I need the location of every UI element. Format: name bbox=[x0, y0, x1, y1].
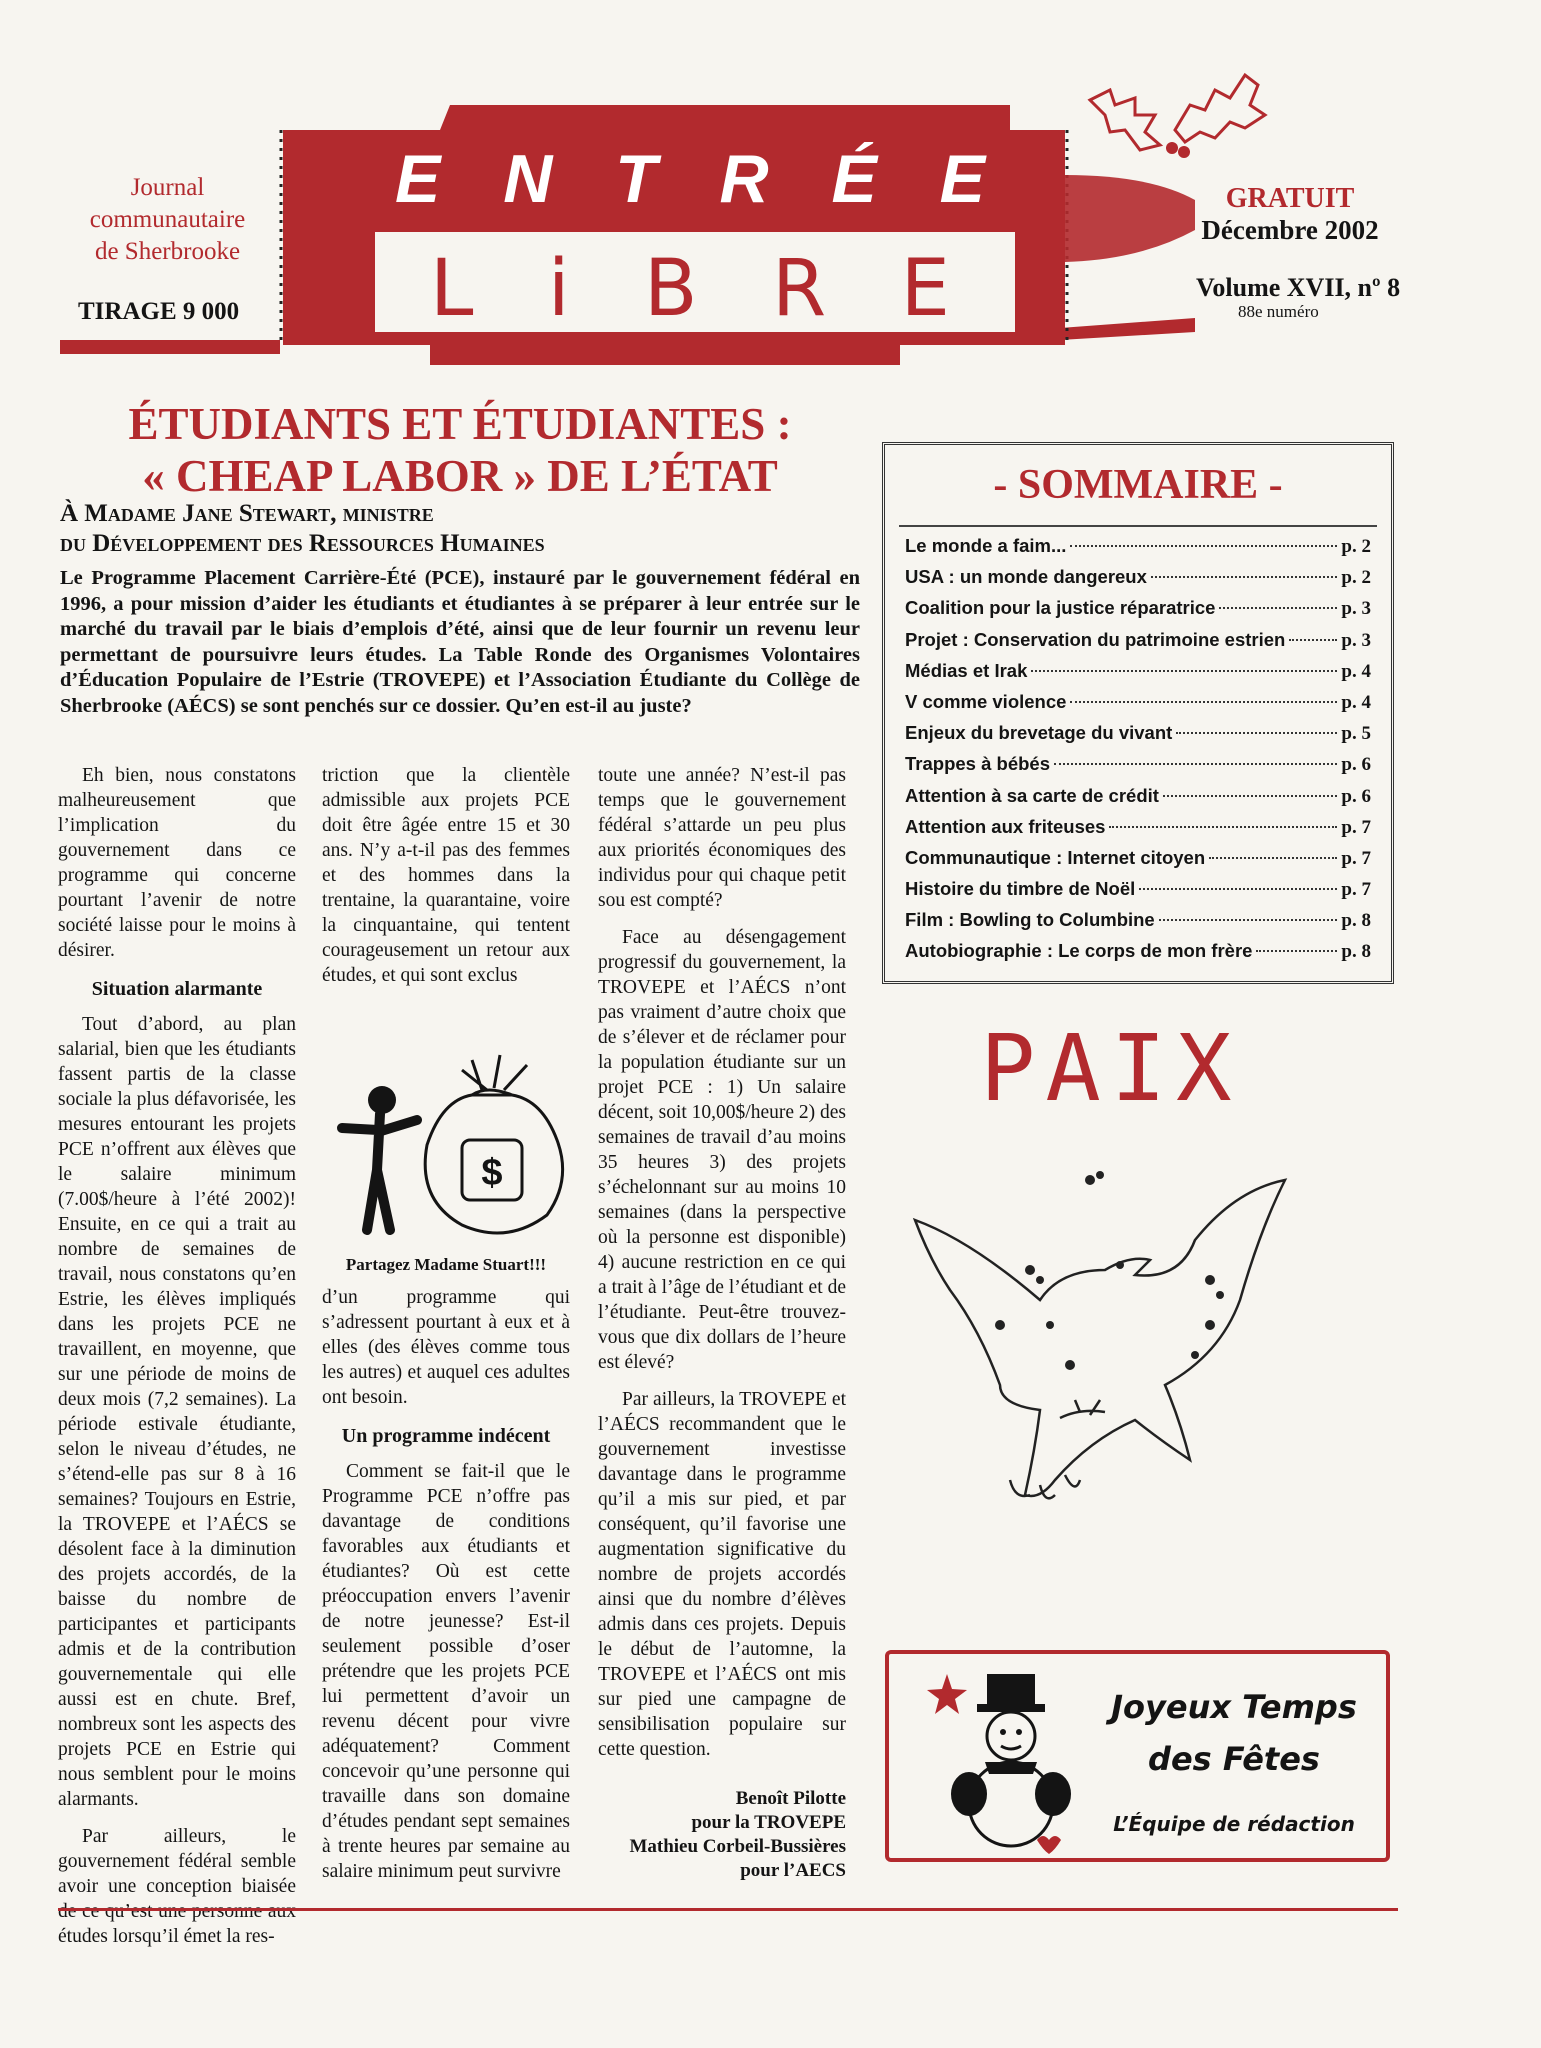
toc-item bbox=[905, 878, 1371, 909]
toc-item-label: Attention à sa carte de crédit bbox=[905, 784, 1159, 806]
addressee-line: À Madame Jane Stewart, ministre bbox=[60, 500, 434, 527]
paragraph: Par ailleurs, la TROVEPE et l’AÉCS recommandent que le gouvernement investisse davantage dans le programme qu’il a mis sur pied, et par conséquent, qu’il favorise une augmentation significative du nombre de projets accordés ainsi que du nombre d’élèves admis dans ces projets. Depuis le début de l’automne, la TROVEPE et l’AÉCS ont mis sur pied une campagne de sensibilisation populaire sur cette question. bbox=[598, 1389, 846, 1760]
toc-item bbox=[905, 597, 1371, 628]
toc-item-label: Projet : Conservation du patrimoine estrien bbox=[905, 628, 1286, 650]
paragraph: Par ailleurs, le gouvernement fédéral semble avoir une conception biaisée de ce qu’est une personne aux études lorsqu’il émet la res- bbox=[58, 1826, 296, 1947]
journal-tagline bbox=[60, 172, 275, 268]
issue-number: 88e numéro bbox=[1238, 302, 1319, 321]
toc-item-page: p. 2 bbox=[1341, 536, 1371, 557]
title-letter: T bbox=[615, 141, 657, 217]
volume-label: Volume XVII, nº 8 bbox=[1196, 273, 1401, 302]
title-letter: É bbox=[831, 141, 877, 217]
toc-item bbox=[905, 629, 1371, 660]
toc-item-page: p. 7 bbox=[1341, 816, 1371, 838]
title-letter: R bbox=[772, 244, 827, 334]
dove-icon bbox=[890, 1150, 1310, 1520]
toc-title: - SOMMAIRE - bbox=[993, 462, 1283, 508]
paragraph: Tout d’abord, au plan salarial, bien que les étudiants fassent partis de la classe sociale la plus défavorisée, les mesures entourant les projets PCE n’offrent aux élèves que le salaire minimum (7.00$/heure à l’été 2002)! Ensuite, en ce qui a trait au nombre de semaines de travail, nous constatons qu’en Estrie, les élèves impliqués dans les projets PCE ne travaillent, en moyenne, que sur une période de moins de deux mois (7,2 semaines). La période estivale étudiante, selon le niveau d’études, ne s’étend-elle pas sur 8 à 16 semaines? Toujours en Estrie, la TROVEPE et l’AÉCS se désolent face à la diminution des projets accordés, de la baisse du nombre de participantes et participants admis et de la contribution gouvernementale qui elle aussi est en chute. Bref, nombreux sont les aspects des projets PCE en Estrie qui nous semblent pour le moins alarmants. bbox=[58, 1014, 296, 1810]
toc-item-page: p. 3 bbox=[1341, 598, 1371, 620]
paragraph: Eh bien, nous constatons malheureusement que l’implication du gouvernement dans ce programme qui concerne pourtant l’avenir de notre société laisse pour le moins à désirer. bbox=[58, 765, 296, 961]
toc-item-label: Trappes à bébés bbox=[905, 753, 1050, 775]
toc-item-label: Enjeux du brevetage du vivant bbox=[905, 722, 1173, 744]
paragraph: toute une année? N’est-il pas temps que le gouvernement fédéral s’attarde un peu plus aux priorités économiques des individus pour qui chaque petit sou est compté? bbox=[598, 765, 846, 911]
article-headline bbox=[60, 398, 860, 502]
article-lead: Le Programme Placement Carrière-Été (PCE), instauré par le gouvernement fédéral en 1996, a pour mission d’aider les étudiants et étudiantes à se préparer à leur entrée sur le marché du travail par le biais d’emplois d’été, ainsi que de leur fournir un revenu leur permettant de poursuivre leurs études. La Table Ronde des Organismes Volontaires d’Éducation Populaire de l’Estrie (TROVEPE) et l’Association Étudiante du Collège de Sherbrooke (AÉCS) se sont penchés sur ce dossier. Qu’en est-il au juste? bbox=[60, 567, 860, 717]
tagline-line: communautaire bbox=[89, 206, 246, 233]
toc-item-page: p. 6 bbox=[1341, 785, 1371, 807]
tirage-label: TIRAGE 9 000 bbox=[78, 298, 240, 325]
paragraph: Face au désengagement progressif du gouvernement, la TROVEPE et l’AÉCS n’ont pas vraiment d’autre choix que de s’élever et de réclamer pour la population étudiante sur un projet PCE : 1) Un salaire décent, soit 10,00$/heure 2) des semaines de travail d’au moins 35 heures 3) des projets s’échelonnant sur au moins 10 semaines (dans la perspective où la personne est disponible) 4) aucune restriction en ce qui a trait à l’âge de l’étudiant et de l’étudiante. Peut-être trouvez-vous que dix dollars de l’heure est élevé? bbox=[598, 927, 847, 1373]
toc-item bbox=[905, 691, 1371, 722]
toc-item-page: p. 2 bbox=[1341, 567, 1371, 589]
signature-line: Benoît Pilotte bbox=[735, 1788, 846, 1809]
title-letter: E bbox=[939, 141, 985, 217]
issue-info bbox=[1200, 183, 1380, 245]
svg-text:$: $ bbox=[481, 1152, 503, 1194]
toc-item bbox=[905, 909, 1371, 940]
toc-item-label: Coalition pour la justice réparatrice bbox=[905, 597, 1216, 619]
title-letter: E bbox=[395, 141, 441, 217]
subheading: Situation alarmante bbox=[91, 978, 263, 1000]
toc-item-page: p. 3 bbox=[1341, 629, 1371, 651]
signature-line: pour la TROVEPE bbox=[691, 1812, 846, 1833]
title-entree bbox=[395, 140, 985, 218]
toc-item bbox=[905, 535, 1371, 566]
paragraph: d’un programme qui s’adressent pourtant à eux et à elles (des élèves comme tous les autres) et auquel ces adultes ont besoin. bbox=[322, 1287, 570, 1408]
toc-item-page: p. 4 bbox=[1341, 660, 1371, 682]
toc-list bbox=[905, 535, 1371, 972]
toc-item-page: p. 7 bbox=[1341, 879, 1371, 901]
money-bag-icon bbox=[322, 1040, 572, 1250]
tagline-line: de Sherbrooke bbox=[94, 238, 241, 265]
toc-item-label: Attention aux friteuses bbox=[905, 815, 1106, 837]
toc-item bbox=[905, 785, 1371, 816]
heart-icon bbox=[1037, 1836, 1061, 1854]
toc-item-page: p. 8 bbox=[1341, 910, 1371, 932]
toc-item bbox=[905, 940, 1371, 971]
article-column-1 bbox=[58, 763, 296, 1949]
article-column-2-continued bbox=[322, 1285, 570, 1884]
holly-icon bbox=[1080, 60, 1270, 170]
toc-item-label: Autobiographie : Le corps de mon frère bbox=[905, 940, 1253, 962]
holiday-greeting-box bbox=[885, 1650, 1390, 1862]
article-column-3 bbox=[598, 763, 846, 1762]
toc-item-label: Histoire du timbre de Noël bbox=[905, 878, 1136, 900]
toc-item bbox=[905, 566, 1371, 597]
toc-item-label: Communautique : Internet citoyen bbox=[905, 846, 1206, 868]
signature-line: pour l’AECS bbox=[740, 1860, 846, 1881]
paix-title: PAIX bbox=[980, 1015, 1242, 1122]
greeting-line: des Fêtes bbox=[1148, 1740, 1320, 1778]
paragraph: Comment se fait-il que le Programme PCE n’offre pas davantage de conditions favorables aux étudiants et étudiantes? Où est cette préoccupation envers l’avenir de notre jeunesse? Est-il seulement possible d’oser prétendre que les projets PCE lui permettent d’avoir un revenu décent pour vivre adéquatement? Comment concevoir qu’une personne qui travaille dans son domaine d’études pendant sept semaines à trente heures par semaine au salaire minimum peut survivre bbox=[322, 1461, 570, 1882]
headline-line: « CHEAP LABOR » DE L’ÉTAT bbox=[142, 451, 778, 501]
toc-item bbox=[905, 660, 1371, 691]
title-letter: N bbox=[503, 141, 553, 217]
title-letter: B bbox=[644, 244, 698, 334]
toc-item bbox=[905, 722, 1371, 753]
greeting-signature: L’Équipe de rédaction bbox=[1113, 1812, 1355, 1836]
bottom-divider bbox=[58, 1908, 1398, 1911]
price-label: GRATUIT bbox=[1225, 183, 1355, 214]
title-letter: i bbox=[547, 244, 570, 334]
star-icon bbox=[927, 1674, 967, 1714]
toc-item-label: Le monde a faim... bbox=[905, 535, 1067, 556]
issue-date: Décembre 2002 bbox=[1201, 215, 1379, 245]
toc-item-page: p. 6 bbox=[1341, 754, 1371, 776]
title-letter: L bbox=[430, 244, 474, 334]
illustration-caption: Partagez Madame Stuart!!! bbox=[345, 1255, 547, 1274]
toc-item-page: p. 7 bbox=[1341, 847, 1371, 869]
greeting-line: Joyeux Temps bbox=[1111, 1688, 1357, 1726]
tagline-line: Journal bbox=[130, 174, 205, 201]
toc-item-page: p. 8 bbox=[1341, 941, 1371, 963]
addressee-line: du Développement des Ressources Humaines bbox=[60, 530, 545, 557]
toc-item-page: p. 5 bbox=[1341, 723, 1371, 745]
title-letter: E bbox=[900, 244, 950, 334]
toc-item-label: Film : Bowling to Columbine bbox=[905, 909, 1155, 931]
toc-item-page: p. 4 bbox=[1341, 691, 1371, 713]
subheading: Un programme indécent bbox=[341, 1425, 551, 1447]
article-signature bbox=[598, 1787, 846, 1883]
toc-item bbox=[905, 816, 1371, 847]
toc-item bbox=[905, 753, 1371, 784]
title-letter: R bbox=[719, 141, 769, 217]
toc-item bbox=[905, 847, 1371, 878]
title-libre bbox=[430, 245, 950, 333]
toc-item-label: Médias et Irak bbox=[905, 659, 1028, 681]
article-column-2 bbox=[322, 763, 570, 988]
signature-line: Mathieu Corbeil-Bussières bbox=[629, 1836, 846, 1857]
headline-line: ÉTUDIANTS ET ÉTUDIANTES : bbox=[128, 399, 792, 449]
toc-item-label: V comme violence bbox=[905, 690, 1067, 712]
table-of-contents bbox=[882, 442, 1394, 984]
snowman-icon bbox=[907, 1664, 1087, 1854]
toc-item-label: USA : un monde dangereux bbox=[905, 566, 1147, 588]
paragraph: triction que la clientèle admissible aux projets PCE doit être âgée entre 15 et 30 ans. N’y a-t-il pas des femmes et des hommes dans la trentaine, la quarantaine, voire la cinquantaine, qui tentent courageusement un retour aux études, et qui sont exclus bbox=[322, 765, 570, 986]
